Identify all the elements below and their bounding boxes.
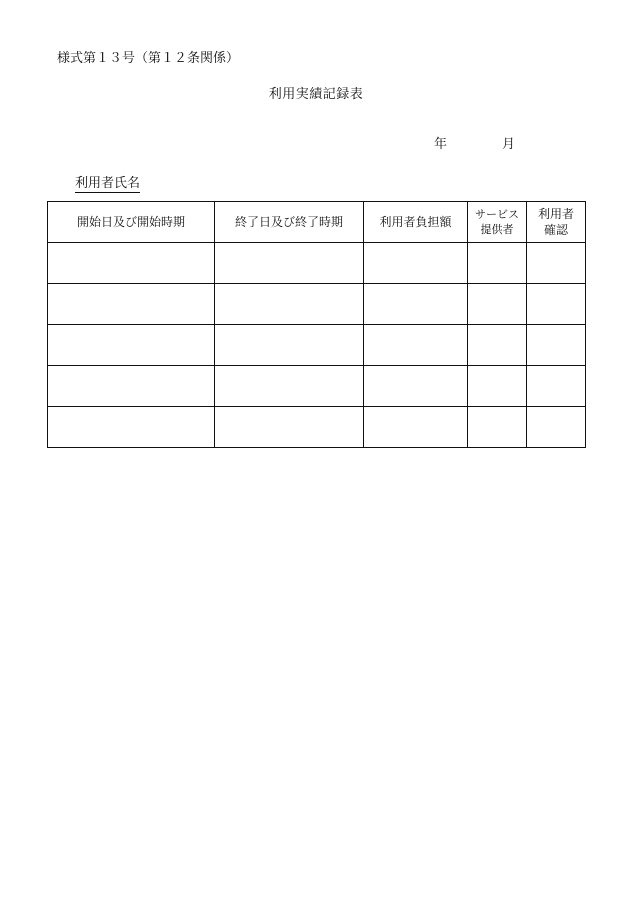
column-header-label-line2: 確認 <box>543 223 568 237</box>
table-row <box>48 407 586 448</box>
form-number: 様式第１３号（第１２条関係） <box>57 51 240 66</box>
column-header-user-confirmation <box>527 202 586 243</box>
cell-user-confirmation[interactable] <box>527 243 586 284</box>
page-title <box>0 83 630 102</box>
cell-user-charge[interactable] <box>364 243 468 284</box>
cell-service-provider[interactable] <box>468 366 527 407</box>
table-row <box>48 325 586 366</box>
cell-start-date[interactable] <box>48 366 215 407</box>
cell-user-charge[interactable] <box>364 284 468 325</box>
cell-end-date[interactable] <box>215 284 364 325</box>
cell-start-date[interactable] <box>48 284 215 325</box>
user-name-label: 利用者氏名 <box>75 172 140 193</box>
table-row <box>48 284 586 325</box>
cell-service-provider[interactable] <box>468 284 527 325</box>
cell-user-charge[interactable] <box>364 325 468 366</box>
column-header-label-line1: サービス <box>475 208 519 221</box>
cell-end-date[interactable] <box>215 366 364 407</box>
cell-user-confirmation[interactable] <box>527 407 586 448</box>
cell-end-date[interactable] <box>215 407 364 448</box>
cell-user-confirmation[interactable] <box>527 284 586 325</box>
cell-service-provider[interactable] <box>468 407 527 448</box>
table-row <box>48 366 586 407</box>
cell-end-date[interactable] <box>215 325 364 366</box>
column-header-label: 開始日及び開始時期 <box>76 215 185 229</box>
table-row <box>48 243 586 284</box>
column-header-label: 終了日及び終了時期 <box>234 215 343 229</box>
date-month-label: 月 <box>502 137 516 152</box>
cell-service-provider[interactable] <box>468 325 527 366</box>
column-header-start-date <box>48 202 215 243</box>
cell-user-confirmation[interactable] <box>527 325 586 366</box>
page-title-text: 利用実績記録表 <box>268 87 364 102</box>
cell-start-date[interactable] <box>48 407 215 448</box>
cell-service-provider[interactable] <box>468 243 527 284</box>
cell-user-charge[interactable] <box>364 366 468 407</box>
cell-user-charge[interactable] <box>364 407 468 448</box>
date-year-label: 年 <box>434 137 448 152</box>
cell-user-confirmation[interactable] <box>527 366 586 407</box>
column-header-service-provider <box>468 202 527 243</box>
column-header-label: 利用者負担額 <box>379 215 452 229</box>
table-header-row <box>48 202 586 243</box>
cell-end-date[interactable] <box>215 243 364 284</box>
cell-start-date[interactable] <box>48 243 215 284</box>
column-header-label-line1: 利用者 <box>537 207 574 221</box>
column-header-user-charge <box>364 202 468 243</box>
column-header-end-date <box>215 202 364 243</box>
column-header-label-line2: 提供者 <box>480 223 514 236</box>
usage-record-table <box>47 201 586 448</box>
cell-start-date[interactable] <box>48 325 215 366</box>
